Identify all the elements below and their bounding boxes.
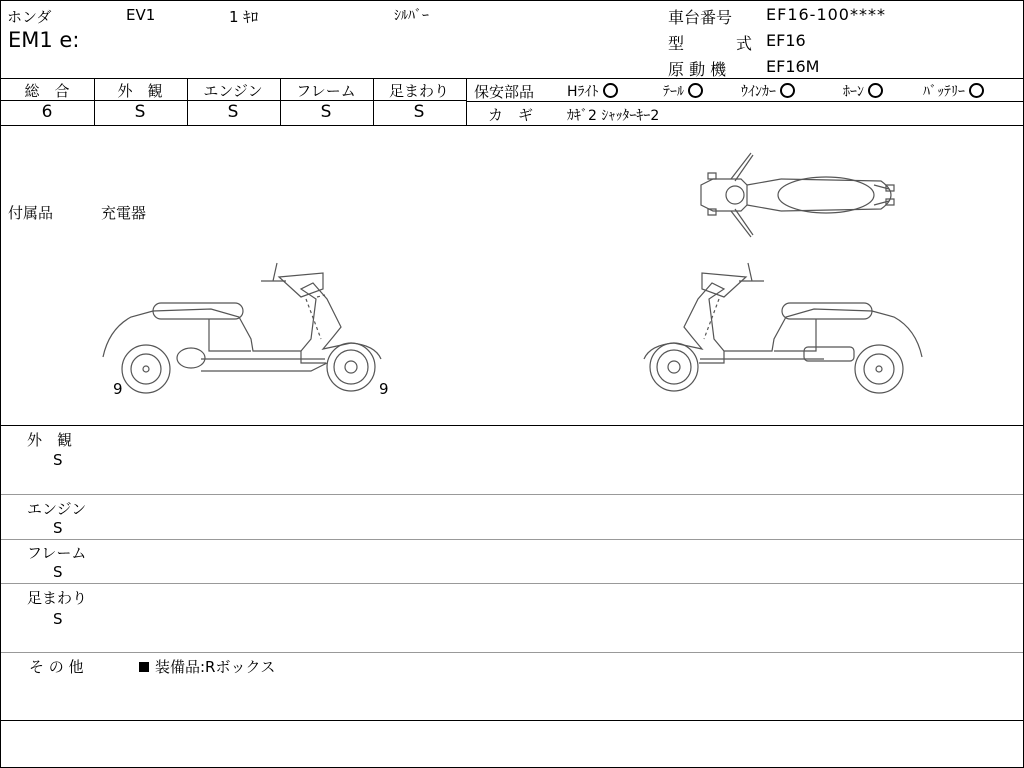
left-view-front-tire-grade: 9: [113, 380, 123, 398]
frame-section-title: フレーム: [27, 544, 87, 562]
frame-no-value: EF16-100****: [766, 5, 886, 24]
divider: [1, 652, 1023, 653]
suspension-section-grade: S: [53, 610, 63, 628]
safety-label: 保安部品: [474, 83, 535, 101]
mileage: 1 ｷﾛ: [229, 8, 259, 26]
divider: [1, 720, 1023, 721]
safety-headlight: Hﾗｲﾄ: [567, 81, 618, 101]
safety-winker: ｳｲﾝｶｰ: [741, 81, 795, 101]
type-label-2: 式: [736, 34, 753, 53]
engine-value: EF16M: [766, 57, 820, 76]
exterior-section-grade: S: [53, 451, 63, 469]
key-label: カ ギ: [488, 106, 534, 124]
grade-frame-label: フレーム: [296, 82, 356, 100]
scooter-top-view-diagram: [691, 149, 921, 241]
grade-engine-value: S: [227, 102, 239, 122]
suspension-section-title: 足まわり: [27, 589, 88, 607]
grade-frame-value: S: [320, 102, 332, 122]
engine-section-grade: S: [53, 519, 63, 537]
grade-total-label: 総 合: [24, 82, 70, 100]
divider: [466, 101, 1023, 102]
circle-mark-icon: [868, 83, 883, 98]
grade-total-value: 6: [41, 102, 53, 122]
other-section-title: そ の 他: [29, 658, 84, 676]
color: ｼﾙﾊﾞｰ: [394, 8, 429, 24]
divider: [1, 494, 1023, 495]
exterior-section-title: 外 観: [27, 431, 73, 449]
divider: [1, 583, 1023, 584]
grade-suspension-label: 足まわり: [388, 82, 449, 100]
divider: [1, 125, 1023, 126]
safety-tail: ﾃｰﾙ: [663, 81, 703, 101]
accessories-label: 付属品: [8, 204, 54, 222]
divider: [1, 539, 1023, 540]
grade-exterior-value: S: [134, 102, 146, 122]
circle-mark-icon: [969, 83, 984, 98]
type-label-1: 型: [668, 34, 685, 53]
safety-battery: ﾊﾞｯﾃﾘｰ: [923, 81, 984, 101]
grade-engine-label: エンジン: [203, 82, 263, 100]
accessories-value: 充電器: [101, 204, 147, 222]
square-bullet-icon: [139, 662, 149, 672]
circle-mark-icon: [603, 83, 618, 98]
type-value: EF16: [766, 31, 806, 50]
divider: [1, 425, 1023, 426]
scooter-left-view-diagram: [101, 259, 386, 389]
grade-exterior-label: 外 観: [117, 82, 163, 100]
model-code: EV1: [126, 6, 156, 24]
engine-label: 原 動 機: [668, 60, 727, 79]
engine-section-title: エンジン: [27, 500, 87, 518]
model-name: EM1 e:: [8, 28, 80, 52]
frame-no-label: 車台番号: [668, 8, 733, 27]
circle-mark-icon: [688, 83, 703, 98]
scooter-right-view-diagram: [639, 259, 924, 389]
circle-mark-icon: [780, 83, 795, 98]
other-section-note: 装備品:Rボックス: [139, 656, 275, 677]
grade-suspension-value: S: [413, 102, 425, 122]
left-view-rear-tire-grade: 9: [379, 380, 389, 398]
frame-section-grade: S: [53, 563, 63, 581]
maker: ホンダ: [7, 8, 52, 26]
key-value: ｶｷﾞ2 ｼｬｯﾀｰｷｰ2: [567, 108, 660, 124]
safety-horn: ﾎｰﾝ: [843, 81, 883, 101]
divider: [1, 78, 1023, 79]
